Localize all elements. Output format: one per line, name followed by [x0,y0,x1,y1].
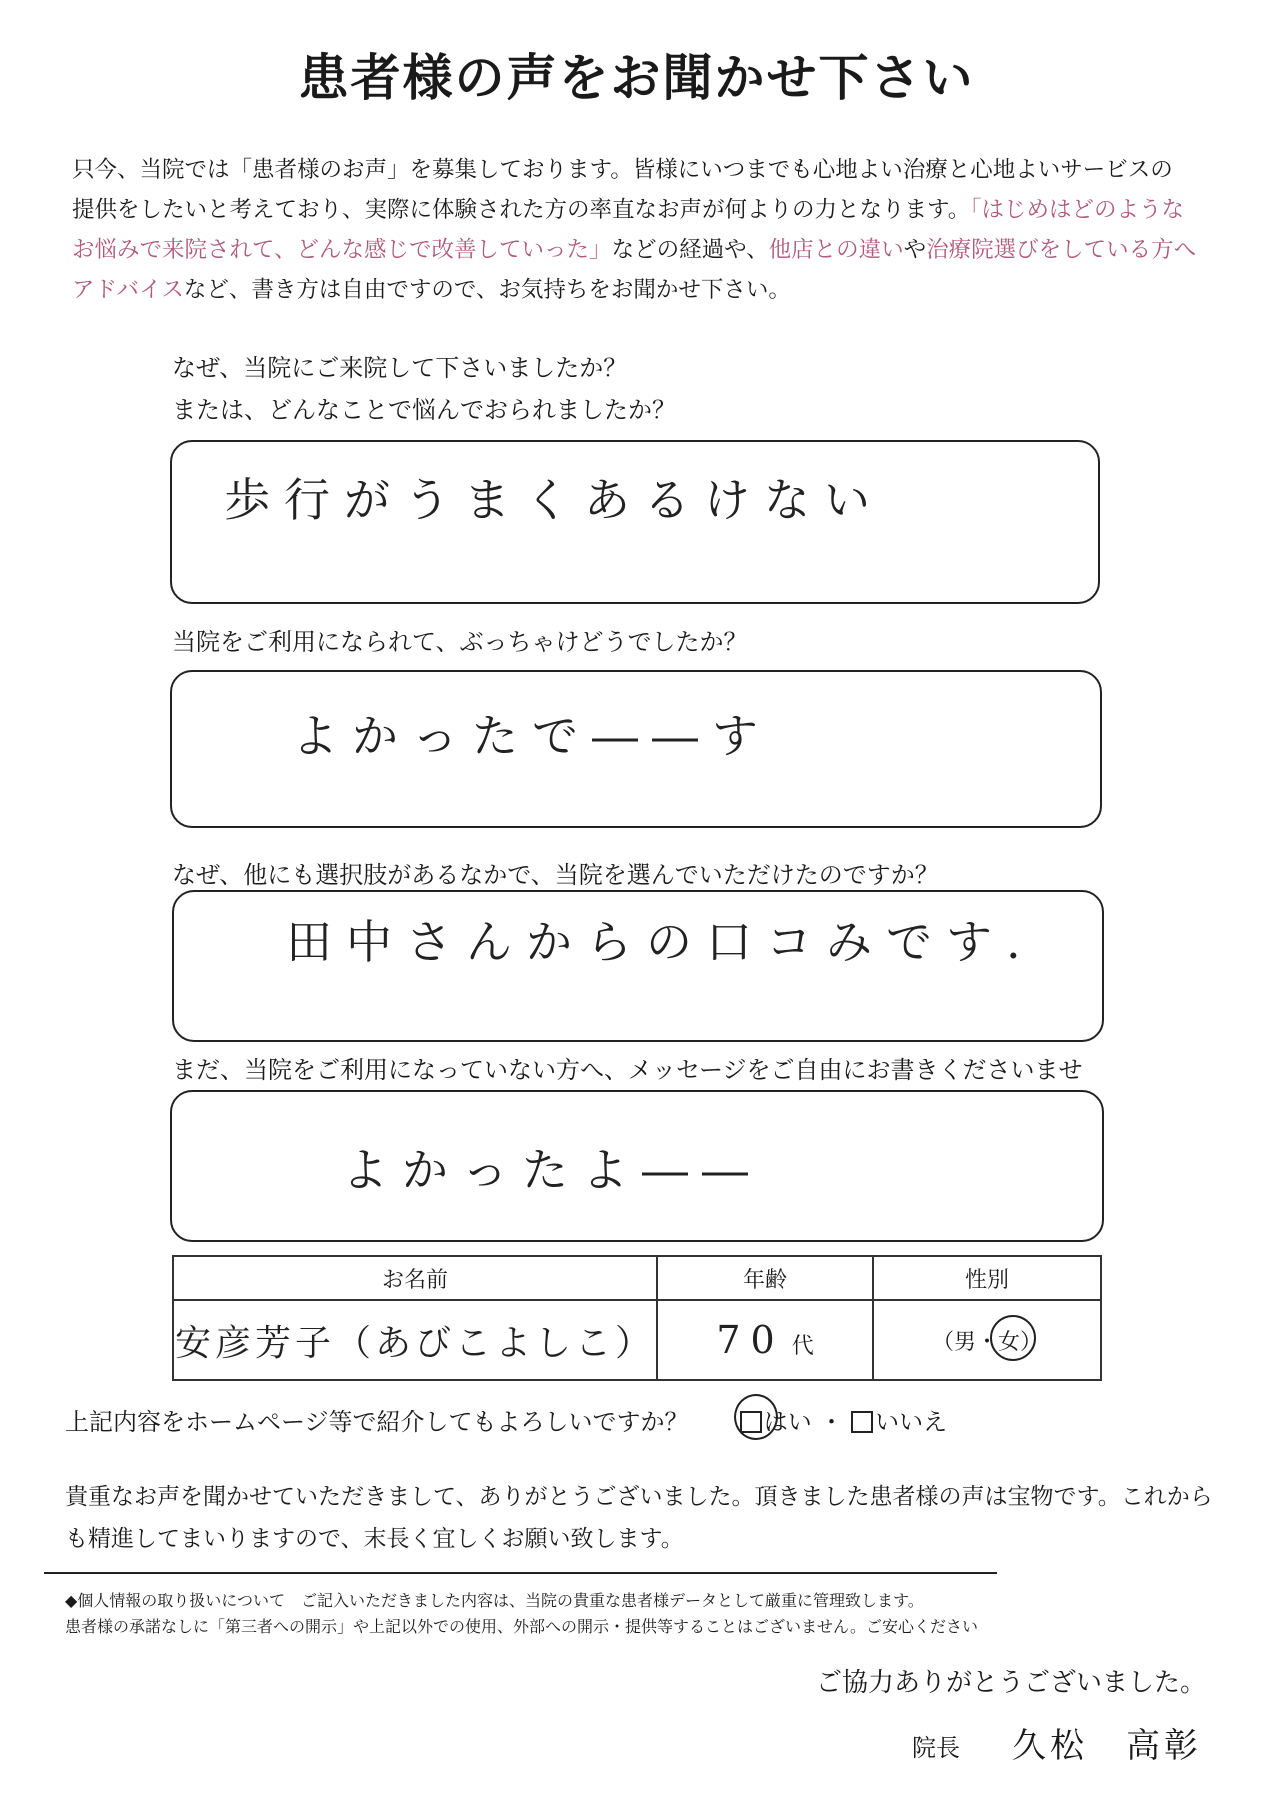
name-value: 安彦芳子（あびこよしこ） [175,1322,656,1364]
consent-no-checkbox[interactable] [851,1411,873,1433]
page-title: 患者様の声をお聞かせ下さい [298,49,975,107]
consent-selection-circle [734,1394,778,1440]
privacy-line-1: ◆個人情報の取り扱いについて ご記入いただきました内容は、当院の貴重な患者様データとして厳重に管理致します。 [65,1591,924,1610]
answer-2-box[interactable] [170,670,1102,828]
divider [44,1572,997,1574]
question-1-line-2: または、どんなことで悩んでおられましたか？ [172,396,676,424]
consent-yes-option[interactable]: はい [740,1402,812,1437]
patient-info-table [172,1255,1102,1381]
question-3: なぜ、他にも選択肢があるなかで、当院を選んでいただけたのですか？ [172,861,939,889]
answer-3-box[interactable] [172,890,1104,1042]
thanks-line-1: 貴重なお声を聞かせていただきまして、ありがとうございました。頂きました患者様の声は宝物です。これから [65,1484,1213,1510]
director-title: 院長 [912,1734,960,1762]
closing-thanks: ご協力ありがとうございました。 [816,1668,1207,1698]
name-header: お名前 [173,1256,657,1300]
gender-field[interactable] [873,1300,1101,1380]
question-1-line-1: なぜ、当院にご来院して下さいましたか？ [172,354,628,382]
intro-line-1: 只今、当院では「患者様のお声」を募集しております。皆様にいつまでも心地よい治療と心地よいサービスの [72,157,1173,183]
gender-options: （男・女） [932,1325,1042,1356]
age-value: 70 [716,1318,785,1362]
question-2: 当院をご利用になられて、ぶっちゃけどうでしたか？ [172,628,748,656]
gender-header: 性別 [873,1256,1101,1300]
answer-2-text: よかったで――す [292,709,772,763]
privacy-line-2: 患者様の承諾なしに「第三者への開示」や上記以外での使用、外部への開示・提供等することはございません。ご安心ください [65,1617,978,1636]
age-header: 年齢 [657,1256,873,1300]
thanks-line-2: も精進してまいりますので、末長く宜しくお願い致します。 [65,1526,684,1552]
intro-line-3: お悩みで来院されて、どんな感じで改善していった」などの経過や、他店との違いや治療院選びをしている方へ [72,237,1197,263]
intro-line-2: 提供をしたいと考えており、実際に体験された方の率直なお声が何よりの力となります。「はじめはどのような [72,197,1184,223]
age-field[interactable] [657,1300,873,1380]
answer-3-text: 田中さんからの口コみです. [286,915,1035,969]
consent-no-option[interactable]: いいえ [851,1408,947,1436]
answer-1-box[interactable] [170,440,1100,604]
intro-line-4: アドバイスなど、書き方は自由ですので、お気持ちをお聞かせ下さい。 [72,277,791,303]
answer-4-text: よかったよ―― [342,1143,762,1197]
director-name: 久松 高彰 [1012,1726,1202,1766]
name-field[interactable] [173,1300,657,1380]
answer-1-text: 歩行がうまくあるけない [224,473,884,527]
age-unit: 代 [791,1334,814,1359]
question-4: まだ、当院をご利用になっていない方へ、メッセージをご自由にお書きくださいませ [172,1056,1083,1084]
answer-4-box[interactable] [170,1090,1104,1242]
consent-row: 上記内容をホームページ等で紹介してもよろしいですか？ はい ・ いいえ [65,1402,947,1437]
gender-selection-circle [990,1315,1036,1361]
consent-question: 上記内容をホームページ等で紹介してもよろしいですか？ [65,1408,689,1436]
intro-paragraph [72,150,1232,310]
